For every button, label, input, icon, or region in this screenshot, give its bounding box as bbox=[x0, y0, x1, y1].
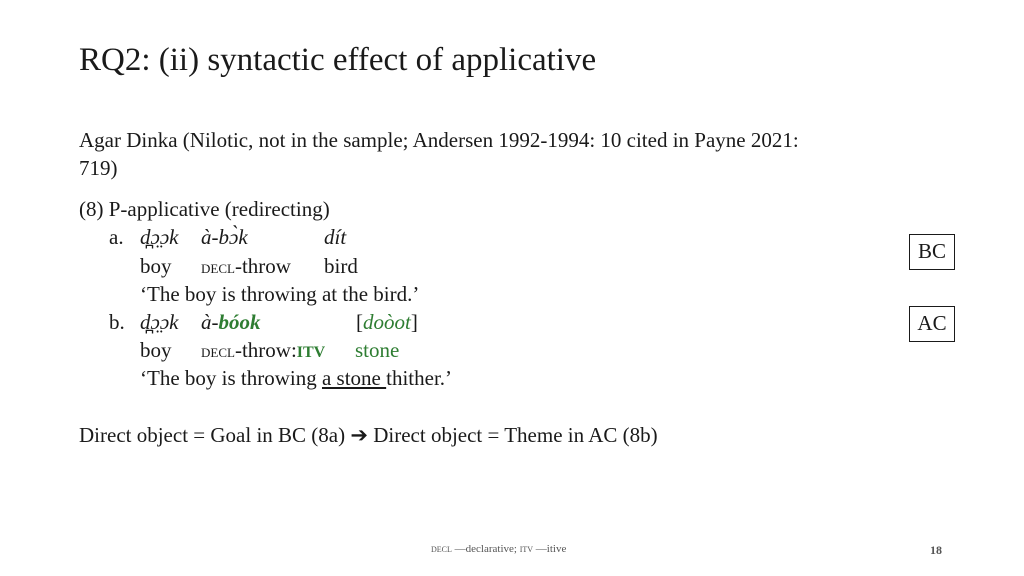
arrow-icon: ➔ bbox=[350, 423, 368, 447]
prefix: à- bbox=[201, 310, 219, 334]
footer-decl: decl bbox=[431, 543, 452, 555]
ac-box: AC bbox=[909, 306, 955, 342]
example-b-word-1: d̪ɔ̤ɔk bbox=[140, 310, 179, 334]
example-a-translation: ‘The boy is throwing at the bird.’ bbox=[140, 282, 420, 306]
footer-abbreviations bbox=[431, 543, 566, 555]
translation-underlined: a stone bbox=[321, 366, 387, 390]
slide-title: RQ2: (ii) syntactic effect of applicative bbox=[79, 42, 597, 78]
example-a-label: a. bbox=[109, 225, 124, 249]
applicative-stem: bóok bbox=[218, 310, 261, 334]
example-b-label: b. bbox=[109, 310, 125, 334]
bc-box: BC bbox=[909, 234, 955, 270]
gloss-throw: -throw: bbox=[234, 338, 297, 362]
example-b-gloss-2 bbox=[201, 336, 325, 367]
conclusion bbox=[79, 421, 658, 449]
example-a-word-3: dít bbox=[324, 225, 347, 249]
bracket-close: ] bbox=[410, 310, 418, 334]
example-a-gloss-1: boy bbox=[140, 254, 172, 278]
example-a-gloss-3: bird bbox=[324, 254, 358, 278]
translation-post: thither.’ bbox=[386, 366, 453, 390]
example-a-gloss-2 bbox=[201, 252, 291, 282]
example-b-translation bbox=[140, 364, 452, 392]
footer-itv-gloss: —itive bbox=[533, 543, 567, 555]
intro-line-1: Agar Dinka (Nilotic, not in the sample; Andersen 1992-1994: 10 cited in Payne 2021: bbox=[79, 128, 799, 152]
example-a-word-1: d̪ɔ̤ɔk bbox=[140, 225, 179, 249]
example-b-word-3 bbox=[356, 308, 418, 336]
footer-decl-gloss: —declarative; bbox=[451, 543, 520, 555]
example-heading: (8) P-applicative (redirecting) bbox=[79, 197, 330, 221]
decl-abbr: decl bbox=[201, 257, 235, 278]
gloss-throw: -throw bbox=[234, 254, 291, 278]
example-a-word-2: à-bɔ̀k bbox=[201, 225, 248, 249]
intro-line-2: 719) bbox=[79, 156, 118, 180]
decl-abbr: decl bbox=[201, 341, 235, 362]
example-b-word-2 bbox=[201, 308, 261, 336]
conclusion-left: Direct object = Goal in BC (8a) bbox=[79, 423, 346, 447]
translation-pre: ‘The boy is throwing bbox=[140, 366, 322, 390]
page-number: 18 bbox=[930, 543, 942, 557]
example-b-gloss-1: boy bbox=[140, 338, 172, 362]
footer-itv: itv bbox=[519, 543, 534, 555]
stone-word: doòot bbox=[363, 310, 411, 334]
conclusion-right: Direct object = Theme in AC (8b) bbox=[373, 423, 658, 447]
itv-abbr: ITV bbox=[296, 344, 326, 361]
example-b-gloss-3: stone bbox=[355, 338, 400, 362]
bracket-open: [ bbox=[356, 310, 363, 334]
